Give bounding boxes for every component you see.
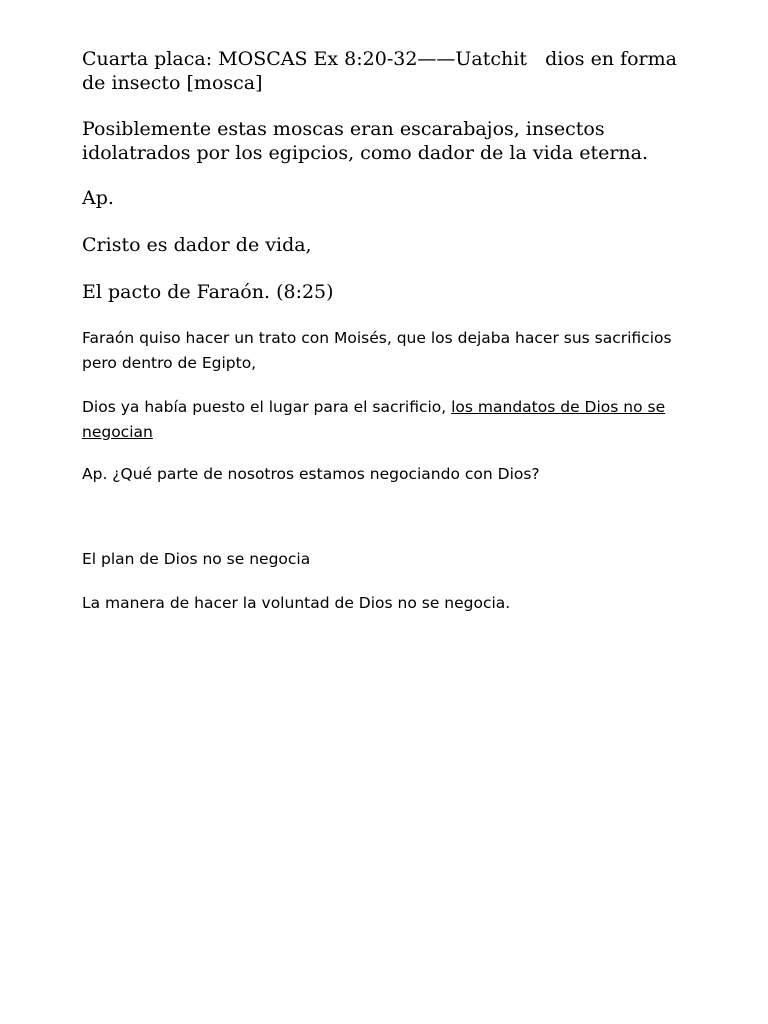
- pacto-paragraph: El pacto de Faraón. (8:25): [82, 281, 334, 303]
- heading-paragraph: [82, 47, 682, 95]
- beetles-paragraph: Posiblemente estas moscas eran escarabajos, insectos idolatrados por los egipcios, como dador de la vida eterna.: [82, 118, 649, 164]
- plan-paragraph: El plan de Dios no se negocia: [82, 550, 311, 568]
- dios-lugar-paragraph: [82, 395, 682, 445]
- heading-line-2: de insecto [mosca]: [82, 72, 263, 94]
- manera-paragraph: La manera de hacer la voluntad de Dios no se negocia.: [82, 594, 511, 612]
- application-label-1: Ap.: [82, 187, 114, 209]
- dios-lugar-text: Dios ya había puesto el lugar para el sacrificio,: [82, 398, 452, 416]
- heading-line-1: Cuarta placa: MOSCAS Ex 8:20-32——Uatchit dios en forma: [82, 48, 677, 70]
- cristo-paragraph: Cristo es dador de vida,: [82, 234, 312, 256]
- faraon-trato-paragraph: Faraón quiso hacer un trato con Moisés, que los dejaba hacer sus sacrificios pero dentro de Egipto,: [82, 329, 672, 372]
- application-question: Ap. ¿Qué parte de nosotros estamos negociando con Dios?: [82, 465, 540, 483]
- mandatos-underlined-text: los mandatos de Dios no se negocian: [82, 398, 666, 441]
